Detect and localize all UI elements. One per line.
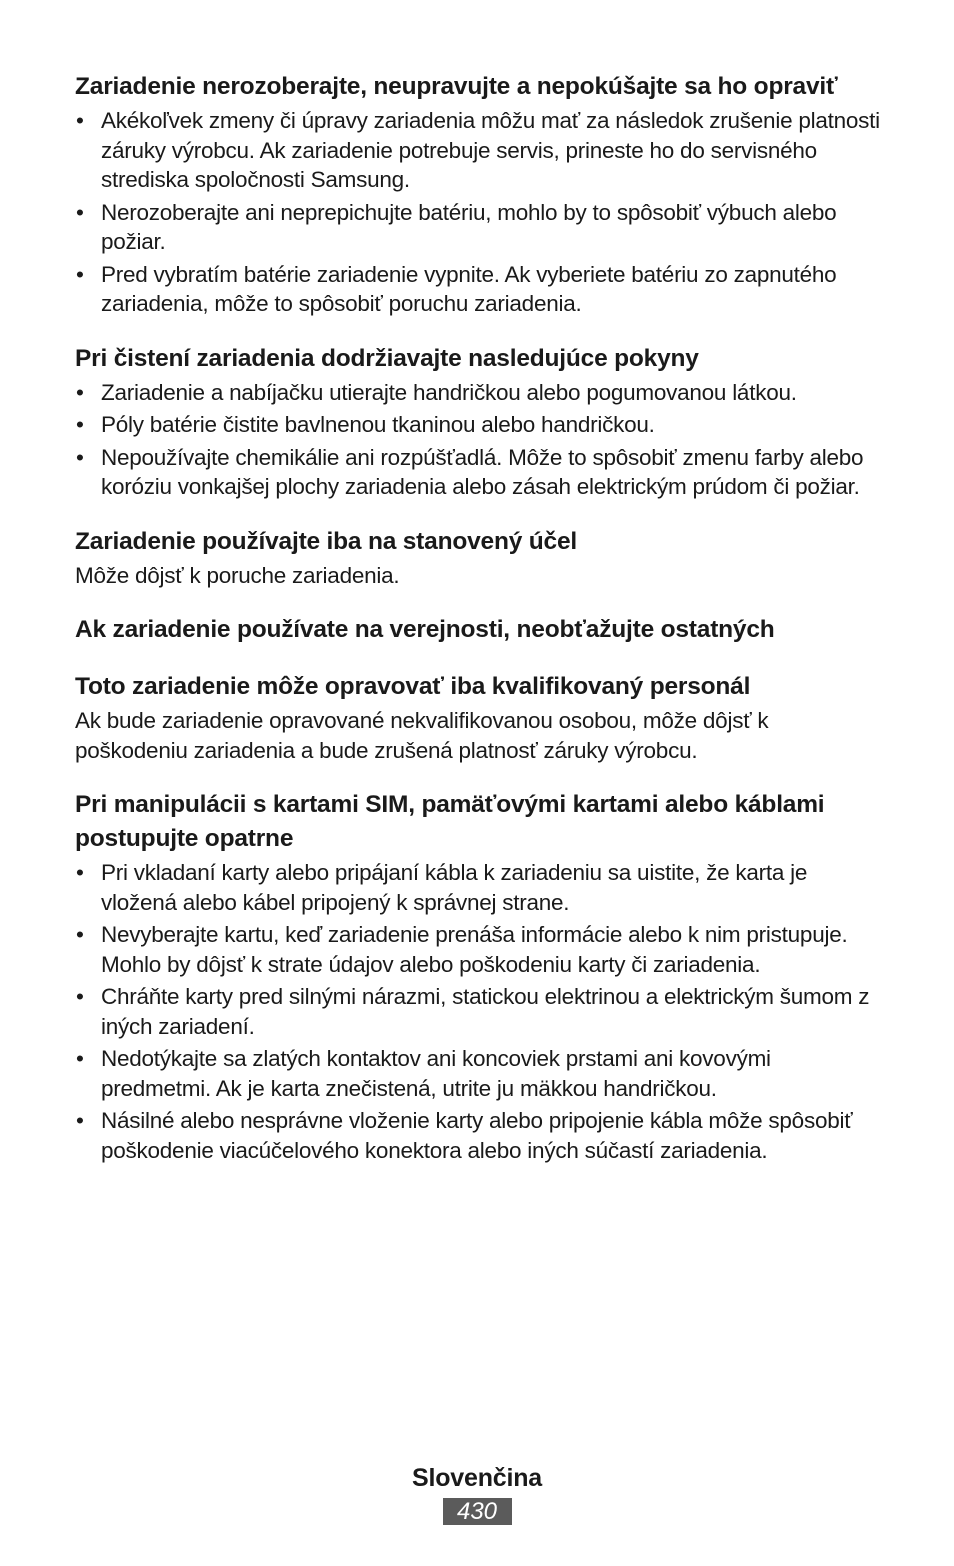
bullet-dot: • <box>76 261 84 287</box>
section-disassembly <box>75 70 880 319</box>
list-item <box>75 410 880 440</box>
bullet-dot: • <box>76 1108 84 1133</box>
page-number: 430 <box>443 1498 512 1525</box>
section-cards-cables <box>75 788 880 1165</box>
section-text: Ak bude zariadenie opravované nekvalifikovanou osobou, môže dôjsť k poškodeniu zariadenia a bude zrušená platnosť záruky výrobcu. <box>75 708 769 763</box>
section-text: Môže dôjsť k poruche zariadenia. <box>75 562 400 588</box>
section-public-use <box>75 613 880 647</box>
list-item <box>75 378 880 408</box>
bullet-dot: • <box>76 1046 84 1071</box>
section-heading: Toto zariadenie môže opravovať iba kvalifikovaný personál <box>75 673 751 700</box>
list-item-text: Nevyberajte kartu, keď zariadenie prenáša informácie alebo k nim pristupuje. Mohlo by dôjsť k strate údajov alebo poškodeniu karty či zariadenia. <box>101 922 848 977</box>
section-heading: Zariadenie nerozoberajte, neupravujte a nepokúšajte sa ho opraviť <box>75 73 838 100</box>
bullet-list <box>75 858 880 1165</box>
list-item <box>75 858 880 917</box>
bullet-list <box>75 378 880 502</box>
section-intended-use <box>75 525 880 591</box>
list-item-text: Akékoľvek zmeny či úpravy zariadenia môžu mať za následok zrušenie platnosti záruky výrobcu. Ak zariadenie potrebuje servis, prineste ho do servisného strediska spoločnosti Samsung. <box>101 108 880 192</box>
section-heading: Zariadenie používajte iba na stanovený účel <box>75 527 577 555</box>
footer-language-label: Slovenčina <box>412 1464 542 1492</box>
section-qualified-service <box>75 670 880 765</box>
bullet-dot: • <box>76 860 84 885</box>
bullet-dot: • <box>76 444 84 470</box>
list-item <box>75 1106 880 1165</box>
section-heading: Pri manipulácii s kartami SIM, pamäťovými kartami alebo káblami postupujte opatrne <box>75 791 825 852</box>
list-item-text: Nedotýkajte sa zlatých kontaktov ani koncoviek prstami ani kovovými predmetmi. Ak je karta znečistená, utrite ju mäkkou handričkou. <box>101 1046 771 1101</box>
bullet-dot: • <box>76 412 84 437</box>
list-item-text: Násilné alebo nesprávne vloženie karty alebo pripojenie kábla môže spôsobiť poškodenie viacúčelového konektora alebo iných súčastí zariadenia. <box>101 1108 853 1163</box>
list-item <box>75 443 880 502</box>
list-item <box>75 106 880 195</box>
list-item <box>75 260 880 319</box>
list-item-text: Nepoužívajte chemikálie ani rozpúšťadlá. Môže to spôsobiť zmenu farby alebo koróziu vonkajšej plochy zariadenia alebo zásah elektrickým prúdom či požiar. <box>101 444 864 499</box>
list-item-text: Chráňte karty pred silnými nárazmi, statickou elektrinou a elektrickým šumom z iných zariadení. <box>101 984 870 1039</box>
list-item-text: Zariadenie a nabíjačku utierajte handričkou alebo pogumovanou látkou. <box>101 379 797 405</box>
bullet-dot: • <box>76 922 84 947</box>
bullet-list <box>75 106 880 319</box>
bullet-dot: • <box>76 108 84 133</box>
section-heading: Pri čistení zariadenia dodržiavajte nasledujúce pokyny <box>75 344 699 372</box>
bullet-dot: • <box>76 984 84 1009</box>
list-item <box>75 198 880 257</box>
page-content <box>75 70 880 1168</box>
page-footer <box>0 1460 954 1525</box>
list-item-text: Pri vkladaní karty alebo pripájaní kábla k zariadeniu sa uistite, že karta je vložená alebo kábel pripojený k správnej strane. <box>101 860 808 915</box>
bullet-dot: • <box>76 199 84 225</box>
bullet-dot: • <box>76 379 84 405</box>
list-item-text: Póly batérie čistite bavlnenou tkaninou alebo handričkou. <box>101 412 655 437</box>
section-heading: Ak zariadenie používate na verejnosti, neobťažujte ostatných <box>75 616 775 643</box>
list-item <box>75 1044 880 1103</box>
section-cleaning <box>75 342 880 502</box>
list-item-text: Pred vybratím batérie zariadenie vypnite. Ak vyberiete batériu zo zapnutého zariadenia, môže to spôsobiť poruchu zariadenia. <box>101 261 837 316</box>
list-item <box>75 982 880 1041</box>
list-item <box>75 920 880 979</box>
list-item-text: Nerozoberajte ani neprepichujte batériu, mohlo by to spôsobiť výbuch alebo požiar. <box>101 199 837 254</box>
